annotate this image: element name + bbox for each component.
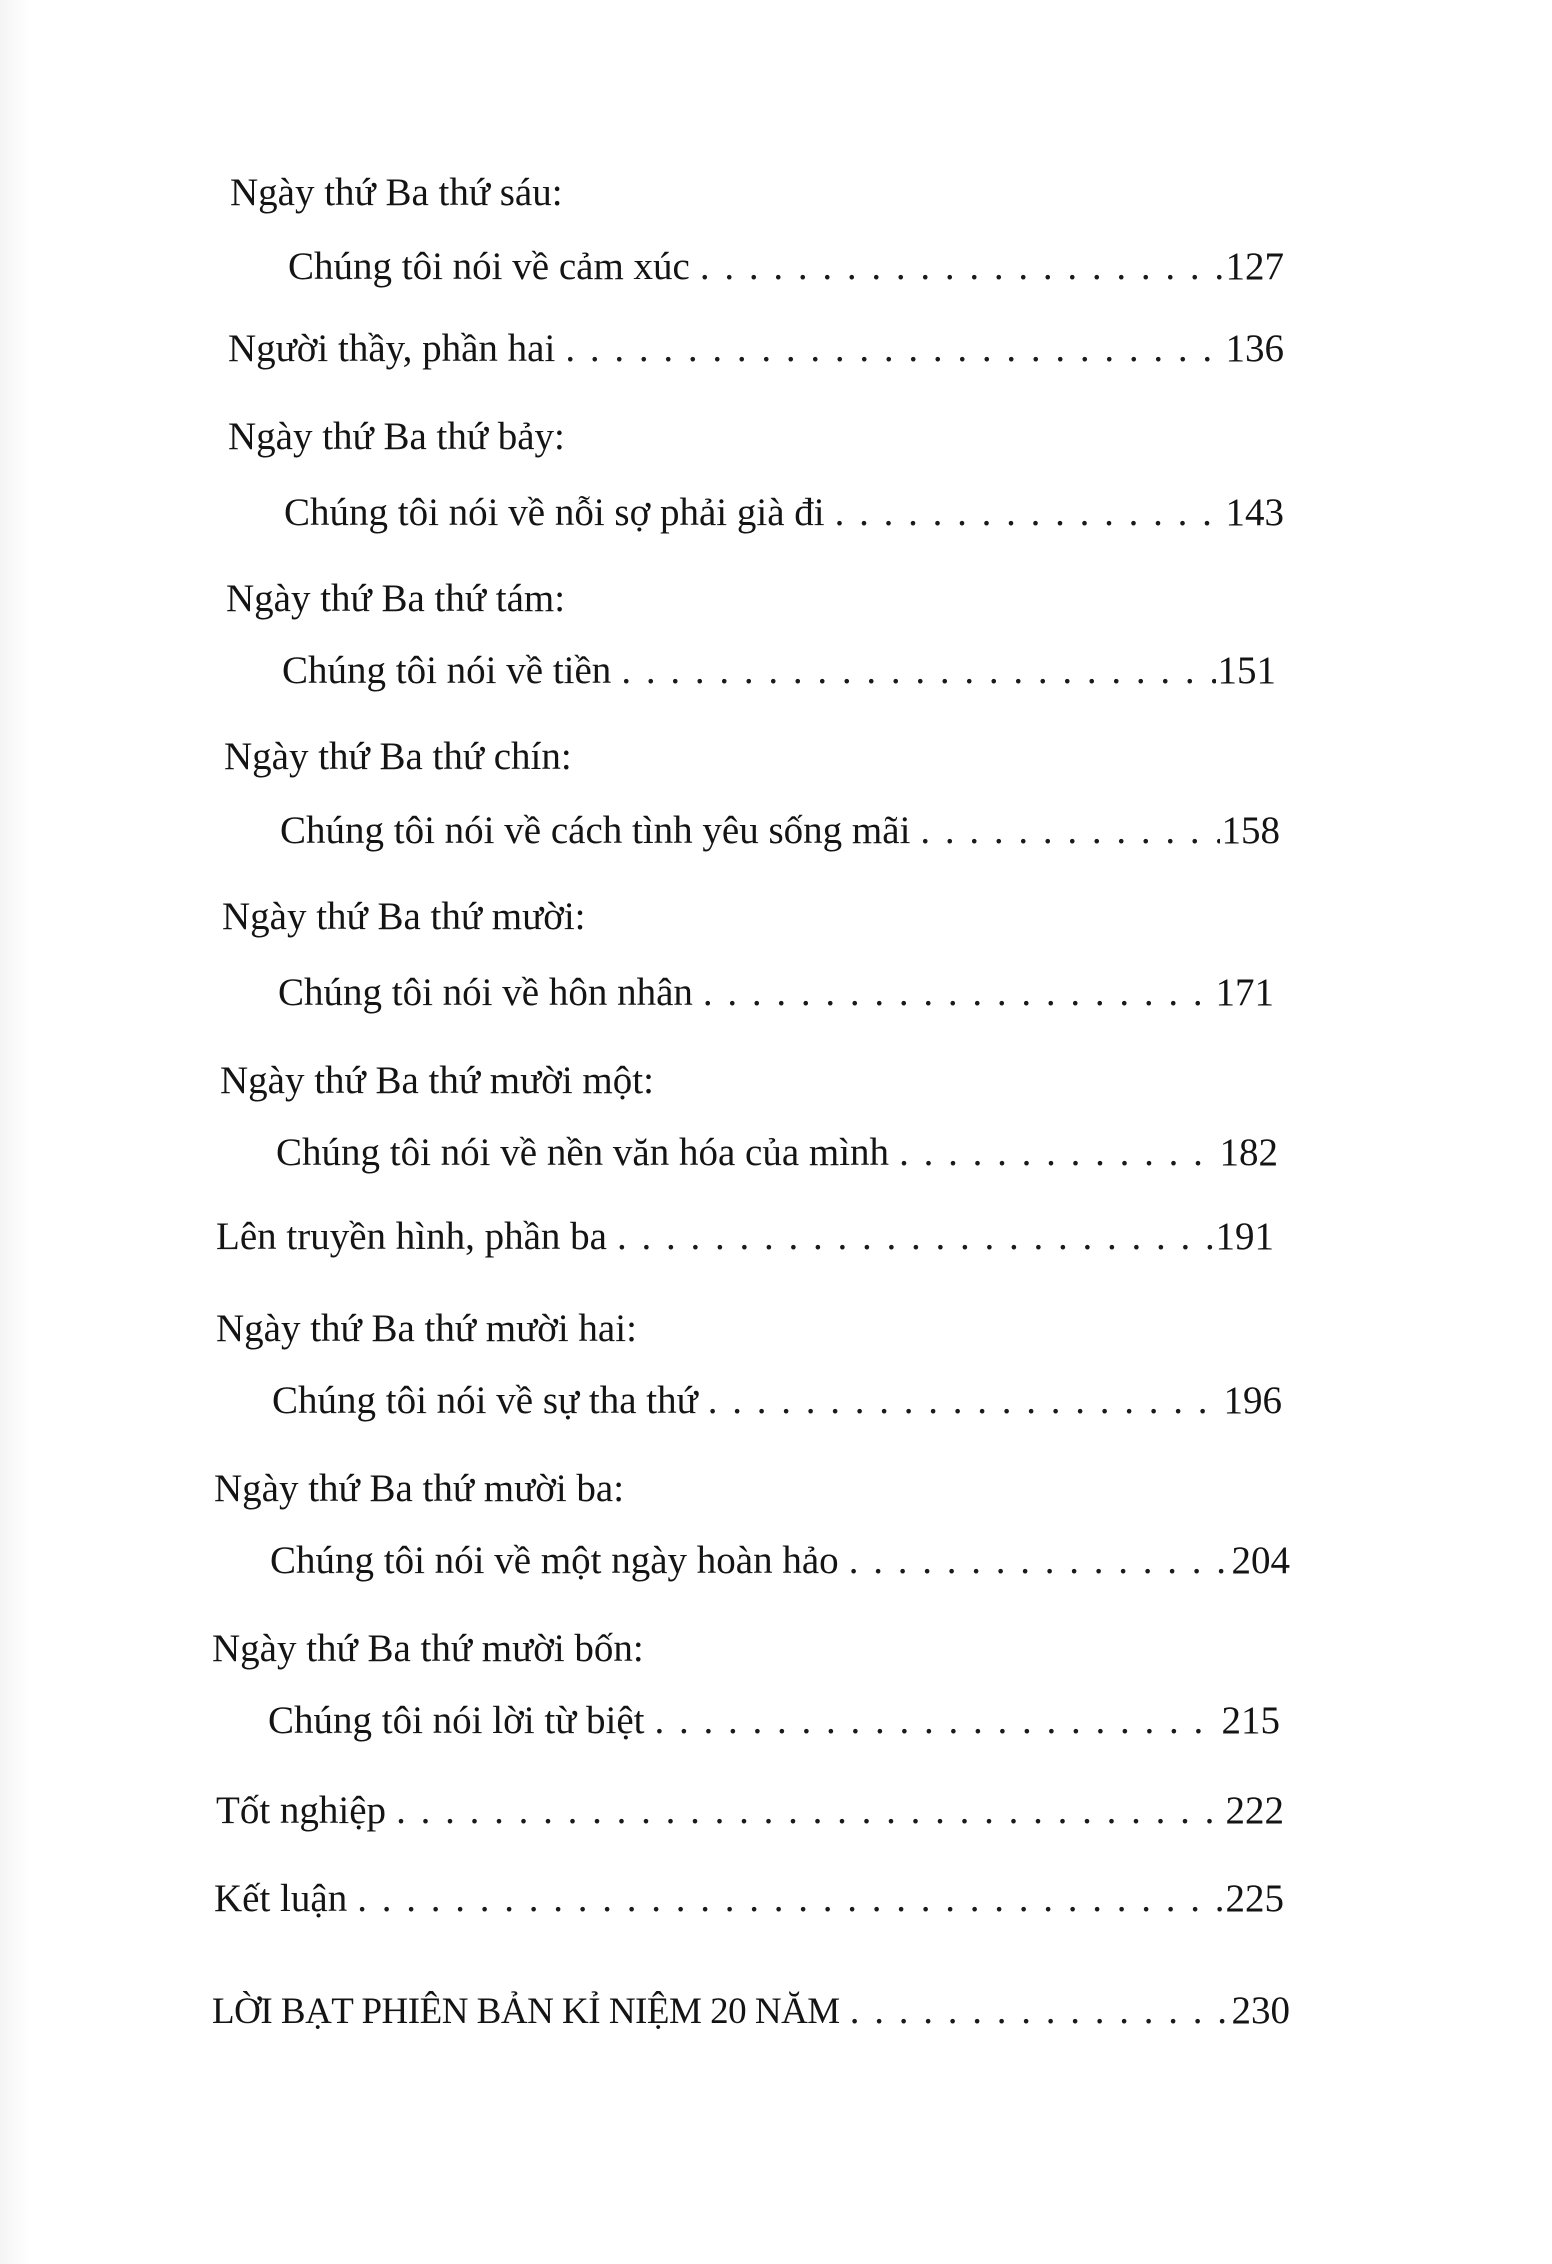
toc-entry: [288, 242, 1284, 292]
toc-page-number: 191: [1215, 1215, 1274, 1258]
toc-entry-title: Chúng tôi nói về cách tình yêu sống mãi: [280, 809, 911, 852]
dot-leader: [703, 968, 1214, 1018]
toc-entry-title: Kết luận: [214, 1877, 348, 1920]
toc-entry: [282, 646, 1276, 696]
toc-entry: [284, 488, 1284, 538]
toc-entry-title: Chúng tôi nói về sự tha thứ: [272, 1379, 698, 1422]
toc-heading: Ngày thứ Ba thứ sáu:: [230, 171, 563, 214]
dot-leader: [835, 488, 1224, 538]
toc-heading: Ngày thứ Ba thứ tám:: [226, 577, 566, 620]
toc-page-number: 230: [1231, 1989, 1290, 2032]
toc-entry: [228, 324, 1284, 374]
toc-entry-title: Lên truyền hình, phần ba: [216, 1215, 607, 1258]
dot-leader: [396, 1786, 1223, 1836]
toc-heading: Ngày thứ Ba thứ mười:: [222, 895, 586, 938]
toc-entry-title: Chúng tôi nói về một ngày hoàn hảo: [270, 1539, 839, 1582]
toc-heading: Ngày thứ Ba thứ mười ba:: [214, 1467, 625, 1510]
dot-leader: [920, 806, 1219, 856]
dot-leader: [850, 1986, 1230, 2036]
toc-page-number: 196: [1223, 1379, 1282, 1422]
toc-heading: Ngày thứ Ba thứ chín:: [224, 735, 572, 778]
toc-heading: Ngày thứ Ba thứ mười hai:: [216, 1307, 637, 1350]
toc-page-number: 127: [1225, 245, 1284, 288]
toc-page-number: 171: [1215, 971, 1274, 1014]
dot-leader: [655, 1696, 1220, 1746]
dot-leader: [849, 1536, 1230, 1586]
toc-entry-title: Chúng tôi nói về nền văn hóa của mình: [276, 1131, 890, 1174]
toc-entry: [276, 1128, 1278, 1178]
toc-entry: [270, 1536, 1290, 1586]
toc-entry: [212, 1986, 1290, 2037]
dot-leader: [357, 1874, 1223, 1924]
toc-heading: Ngày thứ Ba thứ mười một:: [220, 1059, 654, 1102]
toc-entry: [272, 1376, 1282, 1426]
toc-page-number: 222: [1225, 1789, 1284, 1832]
dot-leader: [621, 646, 1215, 696]
toc-page-number: 182: [1219, 1131, 1278, 1174]
dot-leader: [565, 324, 1223, 374]
dot-leader: [700, 242, 1224, 292]
toc-entry-title: LỜI BẠT PHIÊN BẢN KỈ NIỆM 20 NĂM: [212, 1991, 840, 2032]
dot-leader: [899, 1128, 1217, 1178]
toc-entry: [278, 968, 1274, 1018]
toc-entry: [268, 1696, 1280, 1746]
toc-entry-title: Chúng tôi nói về hôn nhân: [278, 971, 693, 1014]
toc-entry: [216, 1786, 1284, 1836]
dot-leader: [617, 1212, 1214, 1262]
toc-entry: [214, 1874, 1284, 1924]
toc-heading: Ngày thứ Ba thứ mười bốn:: [212, 1627, 644, 1670]
toc-entry-title: Người thầy, phần hai: [228, 327, 556, 370]
toc-entry-title: Tốt nghiệp: [216, 1789, 387, 1832]
toc-entry: [216, 1212, 1274, 1262]
toc-heading: Ngày thứ Ba thứ bảy:: [228, 415, 565, 458]
toc-page-number: 225: [1225, 1877, 1284, 1920]
toc-entry-title: Chúng tôi nói về tiền: [282, 649, 612, 692]
dot-leader: [708, 1376, 1222, 1426]
toc-page-number: 204: [1231, 1539, 1290, 1582]
toc-entry: [280, 806, 1280, 856]
toc-entry-title: Chúng tôi nói về nỗi sợ phải già đi: [284, 491, 825, 534]
toc-page-number: 136: [1225, 327, 1284, 370]
toc-page-number: 158: [1221, 809, 1280, 852]
toc-page-number: 143: [1225, 491, 1284, 534]
toc-page-number: 215: [1221, 1699, 1280, 1742]
toc-page-number: 151: [1217, 649, 1276, 692]
toc-entry-title: Chúng tôi nói về cảm xúc: [288, 245, 690, 288]
toc-entry-title: Chúng tôi nói lời từ biệt: [268, 1699, 645, 1742]
